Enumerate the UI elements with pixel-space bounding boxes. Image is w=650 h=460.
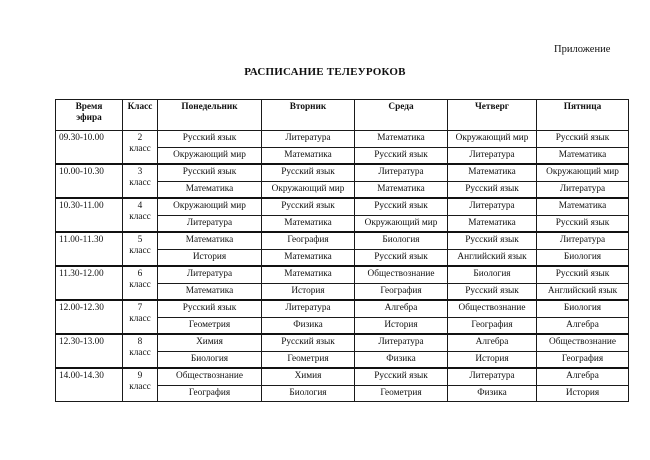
lesson-cell-wednesday: Русский язык (355, 198, 448, 215)
lesson-cell-thursday: Литература (448, 198, 537, 215)
column-header-monday: Понедельник (158, 100, 262, 131)
time-cell: 12.00-12.30 (56, 300, 123, 334)
table-row (56, 232, 629, 249)
lesson-cell-friday: Биология (537, 300, 629, 317)
appendix-label: Приложение (554, 44, 611, 55)
lesson-cell-friday: Обществознание (537, 334, 629, 351)
lesson-cell-friday: Окружающий мир (537, 164, 629, 181)
lesson-cell-thursday: Математика (448, 164, 537, 181)
lesson-cell-tuesday: Математика (262, 147, 355, 164)
lesson-cell-monday: Геометрия (158, 317, 262, 334)
lesson-cell-thursday: Алгебра (448, 334, 537, 351)
time-cell: 12.30-13.00 (56, 334, 123, 368)
grade-word: класс (129, 348, 151, 358)
lesson-cell-monday: Русский язык (158, 164, 262, 181)
lesson-cell-friday: География (537, 351, 629, 368)
lesson-cell-monday: Биология (158, 351, 262, 368)
lesson-cell-monday: История (158, 249, 262, 266)
lesson-cell-tuesday: Физика (262, 317, 355, 334)
lesson-cell-tuesday: Русский язык (262, 164, 355, 181)
lesson-cell-wednesday: История (355, 317, 448, 334)
lesson-cell-wednesday: Математика (355, 131, 448, 148)
table-row (56, 198, 629, 215)
lesson-cell-thursday: История (448, 351, 537, 368)
table-header-row (56, 100, 629, 131)
grade-number: 4 (137, 201, 143, 211)
lesson-cell-tuesday: Литература (262, 300, 355, 317)
lesson-cell-friday: Русский язык (537, 266, 629, 283)
time-header-part1: Время (75, 102, 103, 112)
lesson-cell-friday: Алгебра (537, 317, 629, 334)
lesson-cell-thursday: Английский язык (448, 249, 537, 266)
grade-word: класс (129, 382, 151, 392)
grade-cell (123, 232, 158, 266)
lesson-cell-wednesday: Окружающий мир (355, 215, 448, 232)
lesson-cell-friday: Английский язык (537, 283, 629, 300)
grade-number: 3 (137, 167, 143, 177)
lesson-cell-wednesday: Обществознание (355, 266, 448, 283)
lesson-cell-tuesday: История (262, 283, 355, 300)
grade-cell (123, 368, 158, 402)
lesson-cell-monday: Математика (158, 181, 262, 198)
grade-number: 6 (137, 269, 143, 279)
lesson-cell-thursday: Математика (448, 215, 537, 232)
lesson-cell-tuesday: Литература (262, 131, 355, 148)
lesson-cell-tuesday: Биология (262, 385, 355, 402)
lesson-cell-monday: Литература (158, 215, 262, 232)
grade-number: 9 (137, 371, 143, 381)
lesson-cell-wednesday: Русский язык (355, 368, 448, 385)
grade-number: 5 (137, 235, 143, 245)
lesson-cell-tuesday: География (262, 232, 355, 249)
grade-cell (123, 334, 158, 368)
lesson-cell-monday: География (158, 385, 262, 402)
time-cell: 10.30-11.00 (56, 198, 123, 232)
lesson-cell-monday: Окружающий мир (158, 147, 262, 164)
lesson-cell-thursday: Физика (448, 385, 537, 402)
time-cell: 09.30-10.00 (56, 131, 123, 165)
lesson-cell-tuesday: Русский язык (262, 198, 355, 215)
table-row (56, 266, 629, 283)
lesson-cell-monday: Русский язык (158, 300, 262, 317)
lesson-cell-wednesday: Русский язык (355, 249, 448, 266)
lesson-cell-friday: Математика (537, 198, 629, 215)
grade-number: 2 (137, 133, 143, 143)
grade-cell (123, 164, 158, 198)
table-row (56, 164, 629, 181)
lesson-cell-monday: Математика (158, 283, 262, 300)
lesson-cell-friday: История (537, 385, 629, 402)
lesson-cell-tuesday: Математика (262, 266, 355, 283)
lesson-cell-friday: Литература (537, 232, 629, 249)
lesson-cell-thursday: Биология (448, 266, 537, 283)
lesson-cell-tuesday: Русский язык (262, 334, 355, 351)
column-header-time (56, 100, 123, 131)
schedule-body (56, 131, 629, 402)
grade-word: класс (129, 178, 151, 188)
grade-word: класс (129, 314, 151, 324)
lesson-cell-thursday: Литература (448, 147, 537, 164)
lesson-cell-friday: Алгебра (537, 368, 629, 385)
lesson-cell-wednesday: Геометрия (355, 385, 448, 402)
lesson-cell-monday: Химия (158, 334, 262, 351)
lesson-cell-thursday: Обществознание (448, 300, 537, 317)
grade-cell (123, 300, 158, 334)
time-header-part2: эфира (76, 113, 102, 123)
lesson-cell-wednesday: Математика (355, 181, 448, 198)
lesson-cell-monday: Обществознание (158, 368, 262, 385)
lesson-cell-wednesday: География (355, 283, 448, 300)
lesson-cell-tuesday: Геометрия (262, 351, 355, 368)
lesson-cell-thursday: Окружающий мир (448, 131, 537, 148)
grade-word: класс (129, 246, 151, 256)
lesson-cell-thursday: Русский язык (448, 283, 537, 300)
time-cell: 11.00-11.30 (56, 232, 123, 266)
grade-number: 7 (137, 303, 143, 313)
time-cell: 10.00-10.30 (56, 164, 123, 198)
document-title: РАСПИСАНИЕ ТЕЛЕУРОКОВ (244, 66, 406, 78)
lesson-cell-friday: Биология (537, 249, 629, 266)
lesson-cell-friday: Русский язык (537, 131, 629, 148)
grade-word: класс (129, 212, 151, 222)
lesson-cell-monday: Литература (158, 266, 262, 283)
lesson-cell-wednesday: Алгебра (355, 300, 448, 317)
lesson-cell-friday: Математика (537, 147, 629, 164)
grade-cell (123, 266, 158, 300)
column-header-grade: Класс (123, 100, 158, 131)
lesson-cell-monday: Окружающий мир (158, 198, 262, 215)
grade-word: класс (129, 280, 151, 290)
lesson-cell-wednesday: Литература (355, 164, 448, 181)
column-header-wednesday: Среда (355, 100, 448, 131)
lesson-cell-friday: Литература (537, 181, 629, 198)
lesson-cell-thursday: Русский язык (448, 181, 537, 198)
grade-number: 8 (137, 337, 143, 347)
lesson-cell-wednesday: Литература (355, 334, 448, 351)
lesson-cell-tuesday: Математика (262, 215, 355, 232)
lesson-cell-thursday: Русский язык (448, 232, 537, 249)
table-row (56, 368, 629, 385)
lesson-cell-wednesday: Биология (355, 232, 448, 249)
schedule-table (55, 99, 629, 402)
table-row (56, 131, 629, 148)
time-cell: 11.30-12.00 (56, 266, 123, 300)
grade-word: класс (129, 144, 151, 154)
lesson-cell-friday: Русский язык (537, 215, 629, 232)
column-header-thursday: Четверг (448, 100, 537, 131)
grade-cell (123, 198, 158, 232)
column-header-tuesday: Вторник (262, 100, 355, 131)
lesson-cell-wednesday: Русский язык (355, 147, 448, 164)
column-header-friday: Пятница (537, 100, 629, 131)
lesson-cell-thursday: Литература (448, 368, 537, 385)
lesson-cell-thursday: География (448, 317, 537, 334)
time-cell: 14.00-14.30 (56, 368, 123, 402)
lesson-cell-tuesday: Математика (262, 249, 355, 266)
lesson-cell-monday: Русский язык (158, 131, 262, 148)
table-row (56, 334, 629, 351)
lesson-cell-wednesday: Физика (355, 351, 448, 368)
lesson-cell-tuesday: Химия (262, 368, 355, 385)
table-row (56, 300, 629, 317)
grade-cell (123, 131, 158, 165)
lesson-cell-monday: Математика (158, 232, 262, 249)
lesson-cell-tuesday: Окружающий мир (262, 181, 355, 198)
